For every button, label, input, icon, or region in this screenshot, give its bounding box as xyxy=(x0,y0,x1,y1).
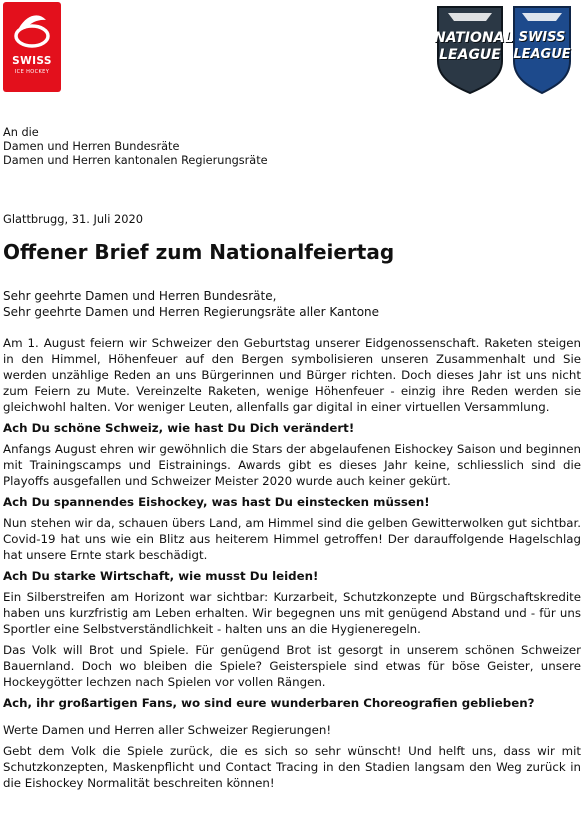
section-heading: Ach Du starke Wirtschaft, wie musst Du leiden! xyxy=(3,569,319,583)
national-league-line1: NATIONAL xyxy=(434,30,514,46)
section-heading: Ach, ihr großartigen Fans, wo sind eure wunderbaren Choreografien geblieben? xyxy=(3,696,535,710)
section-heading: Ach Du spannendes Eishockey, was hast Du einstecken müssen! xyxy=(3,495,430,509)
paragraph: Werte Damen und Herren aller Schweizer Regierungen! xyxy=(3,723,332,737)
puck-emblem-icon xyxy=(13,10,51,50)
address-line: Damen und Herren kantonalen Regierungsräte xyxy=(3,154,268,167)
address-line: An die xyxy=(3,126,39,139)
swiss-league-logo xyxy=(510,3,574,95)
salutation xyxy=(3,288,379,320)
logo-brand-text: SWISS xyxy=(12,55,52,67)
paragraph: Am 1. August feiern wir Schweizer den Geburtstag unserer Eidgenossenschaft. Raketen steigen in den Himmel, Höhenfeuer auf den Bergen symbolisieren unseren Zusammenhalt und Sie werden unzählige Reden an uns Bürgerinnen und Bürger richten. Doch dieses Jahr ist uns nicht zum Feiern zu Mute. Vereinzelte Raketen, wenige Höhenfeuer - einzig ihre Reden werden sie gleichwohl halten. Vor weniger Leuten, allenfalls gar digital in einer virtuellen Versammlung. xyxy=(3,336,581,414)
paragraph: Ein Silberstreifen am Horizont war sichtbar: Kurzarbeit, Schutzkonzepte und Bürgschaftskredite haben uns kurzfristig am Leben erhalten. Wir begegnen uns mit genügend Abstand und - für uns Sportler eine Selbstverständlichkeit - halten uns an die Hygieneregeln. xyxy=(3,590,581,636)
letter-date: Glattbrugg, 31. Juli 2020 xyxy=(3,212,143,226)
salutation-line: Sehr geehrte Damen und Herren Regierungsräte aller Kantone xyxy=(3,305,380,319)
swiss-league-line1: SWISS xyxy=(518,30,566,45)
national-league-line2: LEAGUE xyxy=(439,47,501,63)
letter-title: Offener Brief zum Nationalfeiertag xyxy=(3,240,395,264)
swiss-ice-hockey-logo xyxy=(3,2,61,92)
national-league-logo xyxy=(434,3,514,95)
paragraph: Gebt dem Volk die Spiele zurück, die es sich so sehr wünscht! Und helft uns, dass wir mit Schutzkonzepten, Maskenpflicht und Contact Tracing in den Stadien langsam den Weg zurück in die Eishockey Normalität beschreiten können! xyxy=(3,744,581,790)
paragraph: Nun stehen wir da, schauen übers Land, am Himmel sind die gelben Gewitterwolken gut sichtbar. Covid-19 hat uns wie ein Blitz aus heiterem Himmel getroffen! Der darauffolgende Hagelschlag hat unsere Ernte stark beschädigt. xyxy=(3,516,581,562)
paragraph: Anfangs August ehren wir gewöhnlich die Stars der abgelaufenen Eishockey Saison und beginnen mit Trainingscamps und Eistrainings. Awards gibt es dieses Jahr keine, schliesslich sind die Playoffs ausgefallen und Schweizer Meister 2020 wurde auch keiner gekürt. xyxy=(3,442,581,488)
paragraph: Das Volk will Brot und Spiele. Für genügend Brot ist gesorgt in unserem schönen Schweizer Bauernland. Doch wo bleiben die Spiele? Geisterspiele sind etwas für böse Geister, unsere Hockeygötter lechzen nach Spielen vor vollen Rängen. xyxy=(3,643,581,689)
salutation-line: Sehr geehrte Damen und Herren Bundesräte, xyxy=(3,289,277,303)
address-line: Damen und Herren Bundesräte xyxy=(3,140,180,153)
swiss-league-line2: LEAGUE xyxy=(513,47,571,62)
logo-sub-text: ICE HOCKEY xyxy=(14,69,50,75)
section-heading: Ach Du schöne Schweiz, wie hast Du Dich verändert! xyxy=(3,421,355,435)
letter-body xyxy=(3,335,581,796)
recipient-address xyxy=(3,126,268,168)
